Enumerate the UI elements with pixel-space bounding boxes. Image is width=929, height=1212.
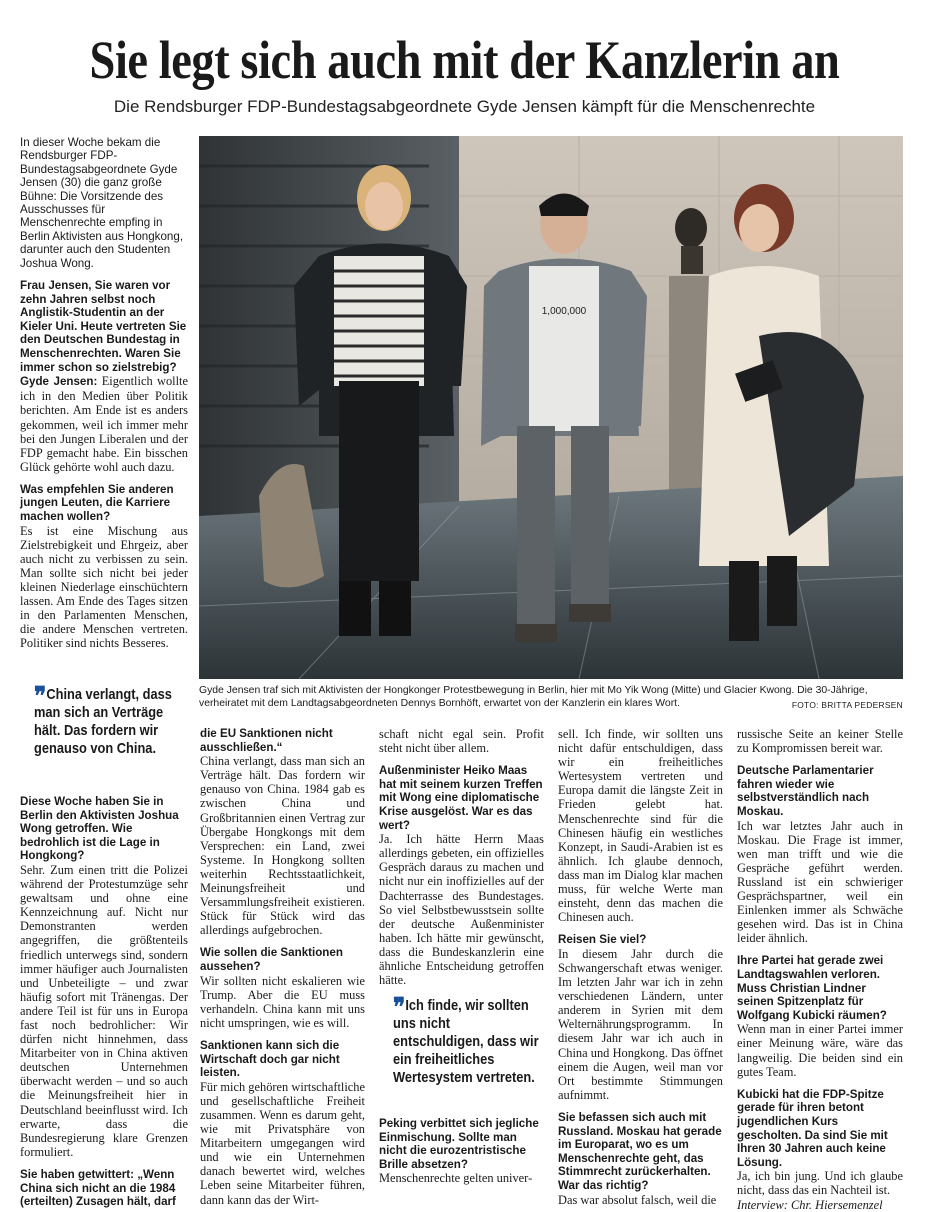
shirt-print: 1,000,000 (541, 306, 587, 317)
column-5 (737, 727, 903, 1212)
subheadline: Die Rendsburger FDP-Bundestagsabgeordnete Gyde Jensen kämpft für die Menschenrechte (113, 97, 816, 116)
pull-quote-text: Ich finde, wir sollten uns nicht entschuldigen, dass wir ein freiheitliches Wertesystem vertreten. (393, 998, 539, 1086)
question: Sie haben getwittert: „Wenn China sich nicht an die 1984 (erteilten) Zusagen hält, darf (20, 1167, 176, 1209)
question: Diese Woche haben Sie in Berlin den Aktivisten Joshua Wong getroffen. Wie bedrohlich ist die Lage in Hongkong? (20, 795, 179, 863)
question: Sie befassen sich auch mit Russland. Moskau hat gerade im Europarat, wo es um Menschenrechte geht, das Stimmrecht zurückerhalten. War das richtig? (558, 1110, 722, 1192)
lead-paragraph: In dieser Woche bekam die Rendsburger FDP-Bundestagsabgeordnete Gyde Jensen (30) die ganz große Bühne: Die Vorsitzende des Ausschusses für Menschenrechte empfing in Berlin Aktivisten aus Hongkong, darunter auch den Studenten Joshua Wong. (20, 136, 184, 270)
question: Reisen Sie viel? (558, 933, 647, 947)
byline: Interview: Chr. Hiersemenzel (737, 1197, 883, 1212)
headline: Sie legt sich auch mit der Kanzlerin an (89, 30, 840, 90)
answer: Wenn man in einer Partei immer einer Meinung wäre, wäre das langweilig. Die beiden sind ein gutes Team. (737, 1022, 903, 1079)
answer: Ja. Ich hätte Herrn Maas allerdings gebeten, ein offizielles Gespräch daraus zu machen und nicht nur ein inoffizielles auf der Dachterrasse des Bundestages. So viel Selbstbewusstsein sollte der deutsche Außenminister haben. Ich hätte mir gewünscht, dass die Bundeskanzlerin eine ähnliche Entscheidung getroffen hätte. (379, 832, 544, 988)
quote-icon: ❞ (34, 682, 44, 711)
answer: Das war absolut falsch, weil die (558, 1192, 717, 1207)
speaker-name: Gyde Jensen: (20, 375, 98, 389)
column-2 (200, 727, 365, 1207)
answer: Menschenrechte gelten univer- (379, 1171, 533, 1186)
answer-text: Eigentlich wollte ich in den Medien über Politik berichten. Am Ende ist es anders gekommen, weil ich immer mehr bei den Jungen Liberalen und der FDP gemacht habe. Ein bisschen Glück gehörte wohl auch dazu. (20, 374, 188, 474)
answer: sell. Ich finde, wir sollten uns nicht dafür entschuldigen, dass wir ein freiheitliches Wertesystem vertreten und Europa damit die längste Zeit in Frieden gelebt hat. Menschenrechte sind für die Chinesen häufig ein westliches Konzept, in Saudi-Arabien ist es ähnlich. Ich glaube dennoch, dass man im Dialog klar machen muss, für welche Werte man einsteht, denn das machen die Chinesen auch. (558, 727, 723, 925)
photo-caption (199, 684, 903, 712)
answer: Ja, ich bin jung. Und ich glaube nicht, dass das ein Nachteil ist. (737, 1169, 903, 1198)
answer: schaft nicht egal sein. Profit steht nicht über allem. (379, 727, 544, 756)
pull-quote-text: China verlangt, dass man sich an Verträge hält. Das fordern wir genauso von China. (34, 687, 172, 757)
photo-credit: FOTO: BRITTA PEDERSEN (791, 700, 903, 710)
question: Außenminister Heiko Maas hat mit seinem kurzen Treffen mit Wong eine diplomatische Krise ausgelöst. War es das wert? (379, 764, 543, 832)
question: Frau Jensen, Sie waren vor zehn Jahren selbst noch Anglistik-Studentin an der Kieler Uni. Heute vertreten Sie den Deutschen Bundestag in Menschenrechten. Waren Sie immer schon so zielstrebig? (20, 279, 187, 374)
answer: Für mich gehören wirtschaftliche und gesellschaftliche Freiheit zusammen. Wenn es darum geht, wie mit Privatsphäre von Mitarbeitern umgegangen wird und wie ein Unternehmen danach bewertet wird, welches Leben seine Mitarbeiter führen, dann kann das der Wirt- (200, 1079, 365, 1207)
answer: russische Seite an keiner Stelle zu Kompromissen bereit war. (737, 727, 903, 756)
column-4 (558, 727, 723, 1207)
question: Wie sollen die Sanktionen aussehen? (200, 946, 343, 973)
article-photo (199, 136, 903, 679)
photo-illustration (199, 136, 903, 679)
question: Was empfehlen Sie anderen jungen Leuten, die Karriere machen wollen? (20, 482, 174, 524)
answer: Es ist eine Mischung aus Zielstrebigkeit und Ehrgeiz, aber auch nicht zu verbissen zu sein. Man sollte sich nicht bei jeder kleinen Niederlage einschüchtern lassen. Am Ende des Tages sitzen in den Parlamenten Menschen, die andere Menschen vertreten. Politiker sind nichts Besseres. (20, 523, 188, 651)
answer: Sehr. Zum einen tritt die Polizei während der Protestumzüge sehr gewaltsam und ohne eine Kennzeichnung auf. Nicht nur Demonstranten werden angegriffen, die größtenteils friedlich unterwegs sind, sondern immer häufiger auch Journalisten und Unbeteiligte – und zwar häufig sofort mit Tränengas. Der andere Teil ist für uns in Europa fast noch bedrohlicher: Wir dürfen nicht hinnehmen, dass Mitarbeiter von in China aktiven deutschen Unternehmen überwacht werden – und so auch die Meinungsfreiheit hier in Deutschland beeinflusst wird. Ich erwarte, dass die Bundesregierung klare Grenzen formuliert. (20, 862, 188, 1159)
question: Peking verbittet sich jegliche Einmischung. Sollte man nicht die eurozentristische Brille absetzen? (379, 1117, 539, 1171)
question: Kubicki hat die FDP-Spitze gerade für ihren betont jugendlichen Kurs gescholten. Da sind Sie mit Ihren 30 Jahren auch keine Lösung. (737, 1087, 888, 1169)
answer: Wir sollten nicht eskalieren wie Trump. Aber die EU muss verhandeln. China kann mit uns nicht umspringen, wie es will. (200, 973, 365, 1030)
column-3-lower (379, 1117, 544, 1185)
quote-icon: ❞ (393, 993, 403, 1022)
column-1-upper (20, 136, 188, 651)
question: Deutsche Parlamentarier fahren wieder wie selbstverständlich nach Moskau. (737, 764, 874, 818)
answer (20, 374, 188, 474)
question: die EU Sanktionen nicht ausschließen.“ (200, 727, 333, 754)
question: Sanktionen kann sich die Wirtschaft doch gar nicht leisten. (200, 1038, 340, 1080)
answer: Ich war letztes Jahr auch in Moskau. Die Frage ist immer, wen man trifft und wie die Gespräche geführt werden. Russland ist ein schwieriger Gesprächspartner, weil ein Einlenken immer als Schwäche gesehen wird. Das ist in China leider ähnlich. (737, 818, 903, 946)
question: Ihre Partei hat gerade zwei Landtagswahlen verloren. Muss Christian Lindner seinen Spitzenplatz für Wolfgang Kubicki räumen? (737, 954, 887, 1022)
pull-quote (34, 682, 192, 758)
column-1-lower (20, 795, 188, 1209)
pull-quote (393, 993, 543, 1087)
answer: China verlangt, dass man sich an Verträge hält. Das fordern wir genauso von China. 1984 gab es zwischen China und Großbritannien einen Vertrag zur Übergabe Hongkongs mit dem Versprechen: ein Land, zwei Systeme. In Hongkong sollten weiterhin Rechtsstaatlichkeit, Meinungsfreiheit und Versammlungsfreiheit existieren. Stück für Stück wird das allerdings aufgebrochen. (200, 754, 365, 938)
caption-text: Gyde Jensen traf sich mit Aktivisten der Hongkonger Protestbewegung in Berlin, hier mit Mo Yik Wong (Mitte) und Glacier Kwong. Die 30-Jährige, verheiratet mit dem Landtagsabgeordneten Dennys Bornhöft, erwartet von der Kanzlerin ein klares Wort. (199, 685, 868, 709)
answer: In diesem Jahr durch die Schwangerschaft etwas weniger. Im letzten Jahr war ich in zehn verschiedenen Ländern, unter anderem in Syrien mit dem Welternährungsprogramm. In diesem Jahr war ich auch in China und Hongkong. Das öffnet einem die Augen, weil man vor Ort bestimmte Stimmungen aufnimmt. (558, 946, 723, 1102)
column-3-upper (379, 727, 544, 987)
